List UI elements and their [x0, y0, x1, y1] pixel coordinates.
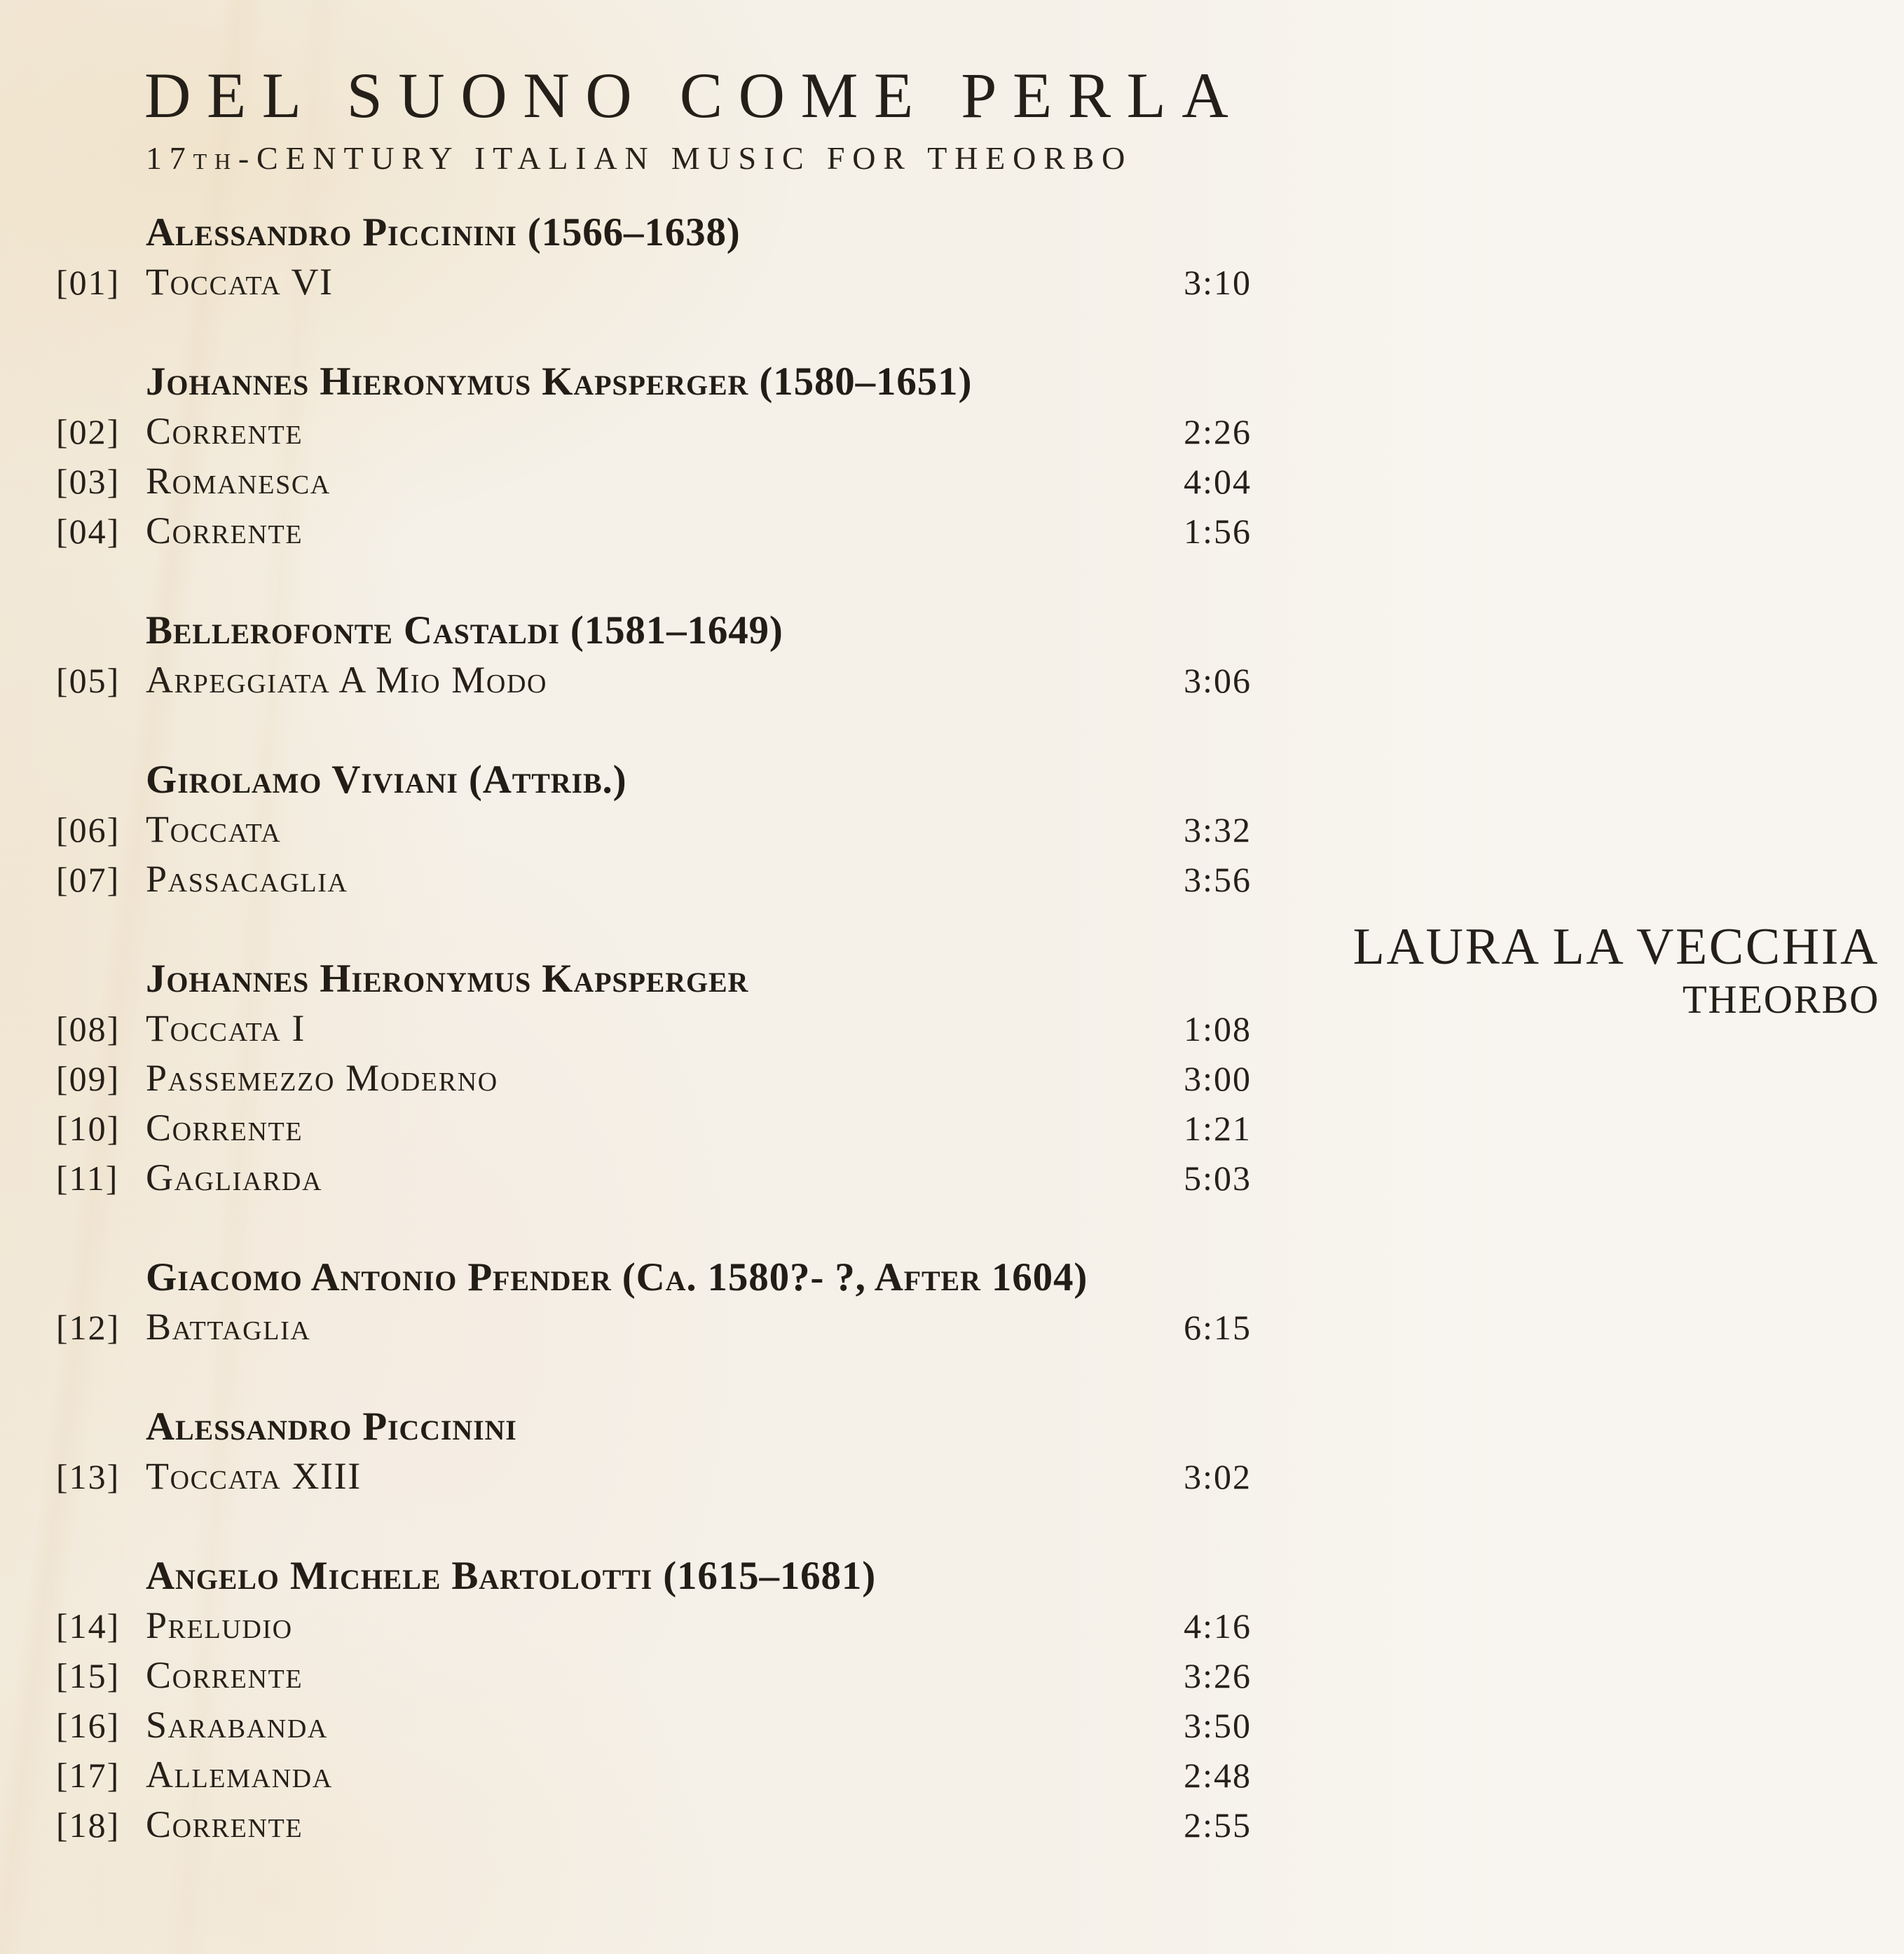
composer-group: [56, 1552, 1252, 1850]
track-duration: 2:26: [1184, 412, 1252, 451]
track-row: [56, 1053, 1252, 1103]
track-row: [56, 1451, 1252, 1501]
track-number: [09]: [56, 1059, 121, 1098]
track-title: Corrente: [146, 410, 303, 452]
track-number: [07]: [56, 860, 121, 899]
artist-instrument: THEORBO: [1682, 978, 1879, 1022]
track-row: [56, 1004, 1252, 1053]
track-title: Corrente: [146, 1654, 303, 1696]
track-number: [16]: [56, 1706, 121, 1745]
track-duration: 2:48: [1184, 1756, 1252, 1795]
track-number: [18]: [56, 1805, 121, 1845]
composer-dates: (1566–1638): [527, 210, 741, 254]
track-row: [56, 257, 1252, 307]
composer-group: [56, 208, 1252, 307]
composer-dates: (1581–1649): [570, 608, 783, 653]
track-number: [04]: [56, 512, 121, 551]
composer-header: [56, 208, 1252, 257]
artist-name: LAURA LA VECCHIA: [1352, 918, 1879, 976]
track-title: Toccata: [146, 808, 282, 850]
composer-header: [56, 756, 1252, 805]
track-title: Corrente: [146, 510, 303, 552]
track-title: Corrente: [146, 1803, 303, 1845]
track-row: [56, 406, 1252, 456]
track-row: [56, 854, 1252, 904]
track-duration: 4:16: [1184, 1606, 1252, 1646]
composer-group: [56, 1402, 1252, 1501]
track-number: [05]: [56, 661, 121, 700]
track-title: Preludio: [146, 1604, 293, 1646]
track-duration: 3:32: [1184, 810, 1252, 849]
track-row: [56, 506, 1252, 556]
composer-name: Alessandro Piccinini: [146, 1405, 517, 1449]
composer-dates: (Ca. 1580?- ?, After 1604): [622, 1255, 1088, 1299]
track-title: Arpeggiata A Mio Modo: [146, 659, 548, 701]
artist-credit: [1353, 919, 1879, 1025]
track-duration: 4:04: [1184, 462, 1252, 501]
track-title: Toccata I: [146, 1007, 306, 1049]
composer-dates: (1615–1681): [663, 1554, 877, 1598]
track-row: [56, 1800, 1252, 1850]
composer-name: Alessandro Piccinini: [146, 210, 517, 254]
track-duration: 1:56: [1184, 512, 1252, 551]
track-number: [03]: [56, 462, 121, 501]
composer-name: Johannes Hieronymus Kapsperger: [146, 957, 749, 1001]
track-duration: 1:21: [1184, 1109, 1252, 1148]
composer-name: Angelo Michele Bartolotti: [146, 1554, 653, 1598]
track-duration: 1:08: [1184, 1009, 1252, 1048]
track-row: [56, 1103, 1252, 1153]
album-subtitle: 17th-CENTURY ITALIAN MUSIC FOR THEORBO: [146, 140, 1133, 176]
track-row: [56, 1153, 1252, 1203]
composer-name: Girolamo Viviani: [146, 758, 458, 802]
track-duration: 6:15: [1184, 1308, 1252, 1347]
composer-header: [56, 357, 1252, 406]
track-row: [56, 1302, 1252, 1352]
track-duration: 3:06: [1184, 661, 1252, 700]
composer-header: [56, 1552, 1252, 1601]
track-number: [12]: [56, 1308, 121, 1347]
track-number: [10]: [56, 1109, 121, 1148]
composer-name: Johannes Hieronymus Kapsperger: [146, 360, 749, 404]
track-row: [56, 456, 1252, 506]
track-number: [02]: [56, 412, 121, 451]
track-title: Romanesca: [146, 460, 331, 502]
track-title: Passemezzo Moderno: [146, 1057, 498, 1099]
track-title: Battaglia: [146, 1306, 311, 1348]
track-duration: 3:56: [1184, 860, 1252, 899]
track-duration: 3:10: [1184, 263, 1252, 302]
composer-group: [56, 1253, 1252, 1352]
composer-header: [56, 955, 1252, 1004]
composer-group: [56, 756, 1252, 904]
track-duration: 3:26: [1184, 1656, 1252, 1695]
track-row: [56, 655, 1252, 705]
album-title: DEL SUONO COME PERLA: [144, 60, 1245, 131]
track-duration: 3:00: [1184, 1059, 1252, 1098]
composer-group: [56, 955, 1252, 1203]
track-row: [56, 1750, 1252, 1800]
composer-header: [56, 1253, 1252, 1302]
track-duration: 2:55: [1184, 1805, 1252, 1845]
composer-name: Bellerofonte Castaldi: [146, 608, 560, 653]
track-title: Allemanda: [146, 1754, 333, 1796]
track-number: [13]: [56, 1457, 121, 1496]
track-title: Corrente: [146, 1107, 303, 1149]
track-number: [14]: [56, 1606, 121, 1646]
composer-dates: (Attrib.): [468, 758, 627, 802]
track-number: [11]: [56, 1159, 119, 1198]
track-row: [56, 1700, 1252, 1750]
track-duration: 3:02: [1184, 1457, 1252, 1496]
track-duration: 3:50: [1184, 1706, 1252, 1745]
track-title: Toccata XIII: [146, 1455, 362, 1497]
track-row: [56, 805, 1252, 854]
composer-dates: (1580–1651): [759, 360, 973, 404]
track-number: [01]: [56, 263, 121, 302]
track-duration: 5:03: [1184, 1159, 1252, 1198]
composer-header: [56, 606, 1252, 655]
track-title: Passacaglia: [146, 858, 348, 900]
composer-name: Giacomo Antonio Pfender: [146, 1255, 612, 1299]
track-number: [17]: [56, 1756, 121, 1795]
composer-group: [56, 606, 1252, 705]
track-number: [06]: [56, 810, 121, 849]
composer-header: [56, 1402, 1252, 1451]
tracklist: [56, 208, 1252, 1850]
track-number: [08]: [56, 1009, 121, 1048]
track-row: [56, 1651, 1252, 1700]
composer-group: [56, 357, 1252, 556]
track-title: Toccata VI: [146, 261, 334, 303]
track-title: Gagliarda: [146, 1156, 323, 1198]
track-title: Sarabanda: [146, 1704, 328, 1746]
track-number: [15]: [56, 1656, 121, 1695]
track-row: [56, 1601, 1252, 1651]
